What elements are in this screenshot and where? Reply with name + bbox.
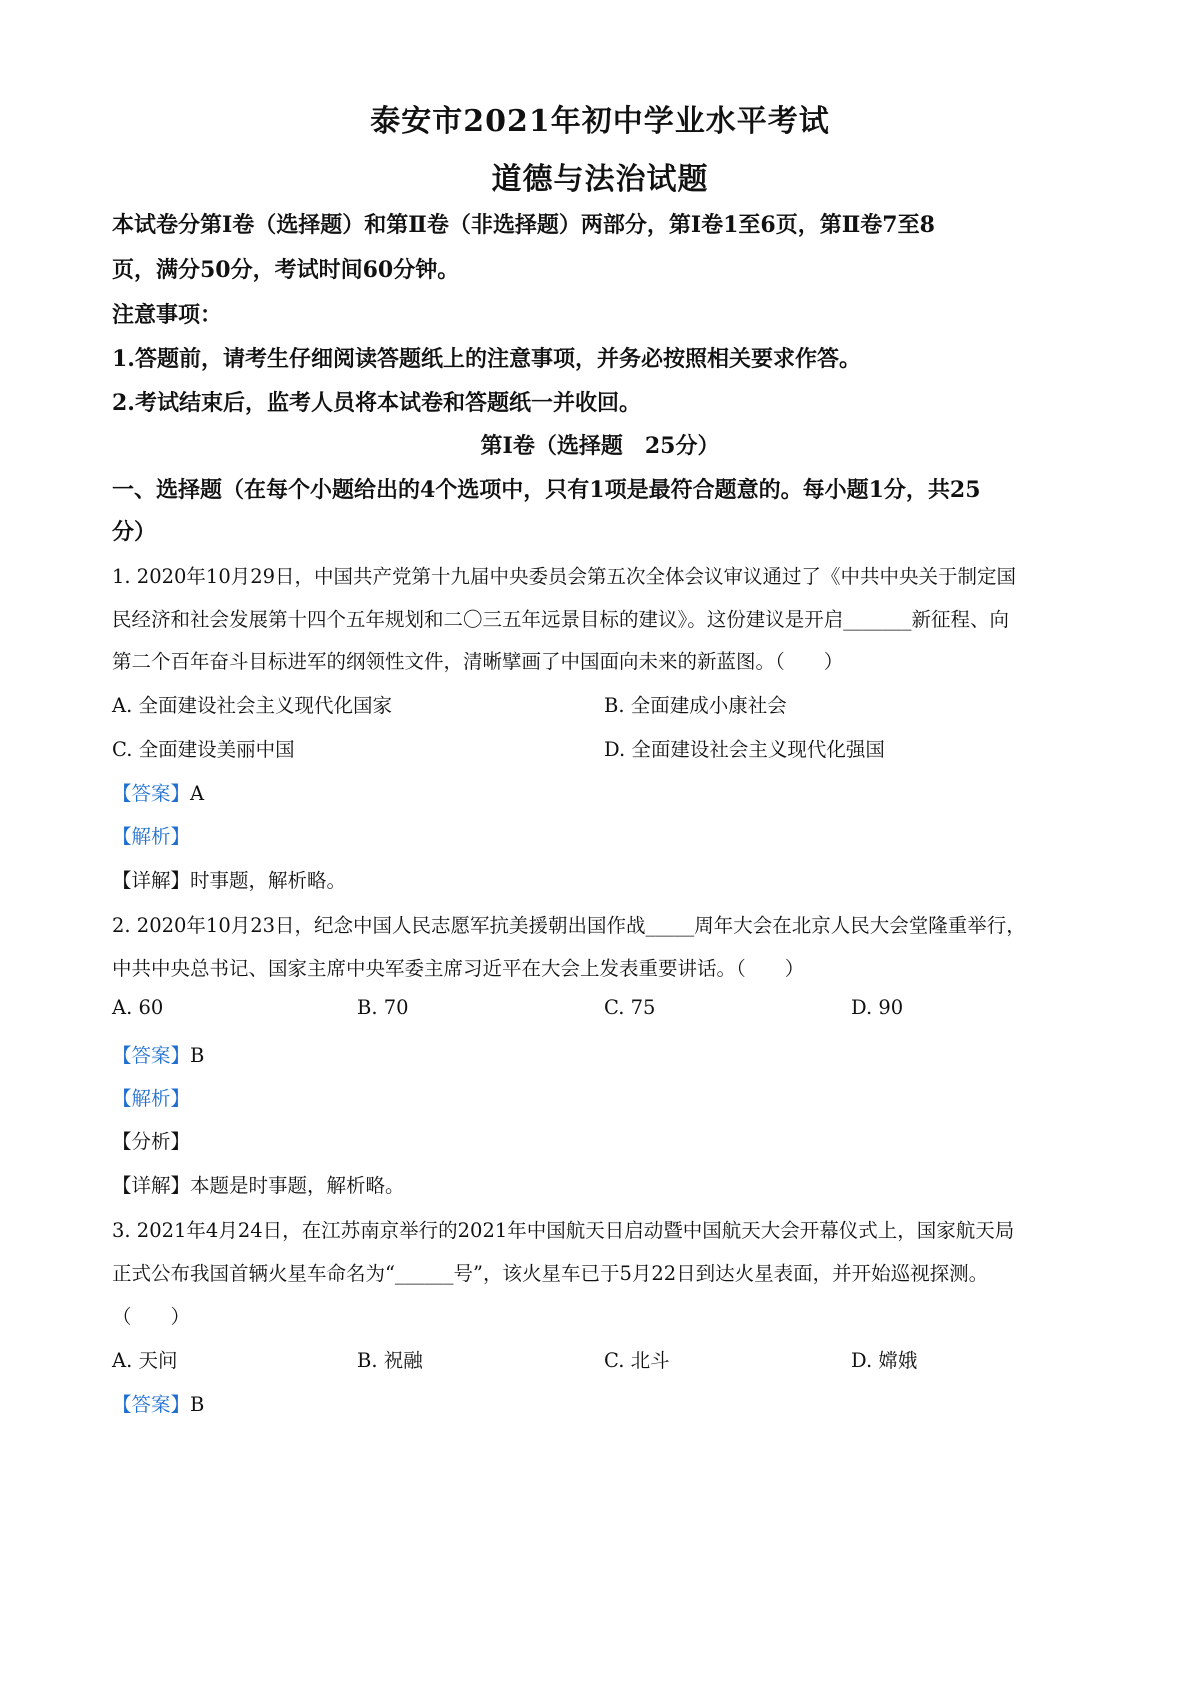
q3-option-b: B. 祝融 [357,1349,423,1372]
q1-answer-value: A [190,782,205,805]
q1-answer [112,778,1102,806]
answer-label: 【答案】 [112,1044,191,1067]
section-instruction-2: 分） [112,519,157,545]
q2-option-a: A. 60 [112,996,164,1019]
q2-answer-value: B [190,1044,205,1067]
q1-analysis-label: 【解析】 [112,825,191,848]
q1-detail [112,865,1102,893]
q1-option-c: C. 全面建设美丽中国 [112,738,295,761]
q2-fenxi-label: 【分析】 [112,1130,191,1153]
q1-option-b: B. 全面建成小康社会 [604,694,787,717]
notes-title: 注意事项： [112,302,223,328]
q2-option-d: D. 90 [851,996,904,1019]
q1-detail-text: 时事题，解析略。 [190,869,347,892]
q3-answer [112,1389,1102,1417]
q1-line-3: 第二个百年奋斗目标进军的纲领性文件，清晰擘画了中国面向未来的新蓝图。（ ） [112,650,844,673]
q2-analysis-label: 【解析】 [112,1087,191,1110]
intro-line-2: 页，满分50分，考试时间60分钟。 [112,257,460,283]
section-instruction-1: 一、选择题（在每个小题给出的4个选项中，只有1项是最符合题意的。每小题1分，共25 [112,477,981,503]
q2-detail [112,1170,1102,1198]
q2-line-1: 2. 2020年10月23日，纪念中国人民志愿军抗美援朝出国作战_____周年大会在北京人民大会堂隆重举行， [112,914,1026,937]
note-2: 2.考试结束后，监考人员将本试卷和答题纸一并收回。 [112,390,641,416]
q3-answer-value: B [190,1393,205,1416]
q1-option-a: A. 全面建设社会主义现代化国家 [112,694,392,717]
section-title: 第Ⅰ卷（选择题 25分） [480,433,720,459]
q3-line-2: 正式公布我国首辆火星车命名为“______号”，该火星车已于5月22日到达火星表面，并开始巡视探测。 [112,1262,989,1285]
q1-line-2: 民经济和社会发展第十四个五年规划和二〇三五年远景目标的建议》。这份建议是开启_______新征程、向 [112,608,1010,631]
intro-line-1: 本试卷分第Ⅰ卷（选择题）和第Ⅱ卷（非选择题）两部分，第Ⅰ卷1至6页，第Ⅱ卷7至8 [112,212,935,238]
page-subtitle: 道德与法治试题 [491,162,709,197]
q3-option-a: A. 天问 [112,1349,178,1372]
q2-detail-text: 本题是时事题，解析略。 [190,1174,405,1197]
q2-answer [112,1040,1102,1068]
detail-label: 【详解】 [112,1174,191,1197]
detail-label: 【详解】 [112,869,191,892]
q2-option-b: B. 70 [357,996,409,1019]
q1-option-d: D. 全面建设社会主义现代化强国 [604,738,885,761]
q1-line-1: 1. 2020年10月29日，中国共产党第十九届中央委员会第五次全体会议审议通过了《中共中央关于制定国 [112,565,1017,588]
q3-option-d: D. 嫦娥 [851,1349,918,1372]
q2-line-2: 中共中央总书记、国家主席中央军委主席习近平在大会上发表重要讲话。（ ） [112,957,805,980]
q3-line-3: （ ） [112,1305,191,1328]
note-1: 1.答题前，请考生仔细阅读答题纸上的注意事项，并务必按照相关要求作答。 [112,346,861,372]
q3-line-1: 3. 2021年4月24日，在江苏南京举行的2021年中国航天日启动暨中国航天大会开幕仪式上，国家航天局 [112,1219,1015,1242]
q3-option-c: C. 北斗 [604,1349,670,1372]
answer-label: 【答案】 [112,1393,191,1416]
q2-option-c: C. 75 [604,996,656,1019]
page-title: 泰安市2021年初中学业水平考试 [370,104,830,139]
answer-label: 【答案】 [112,782,191,805]
